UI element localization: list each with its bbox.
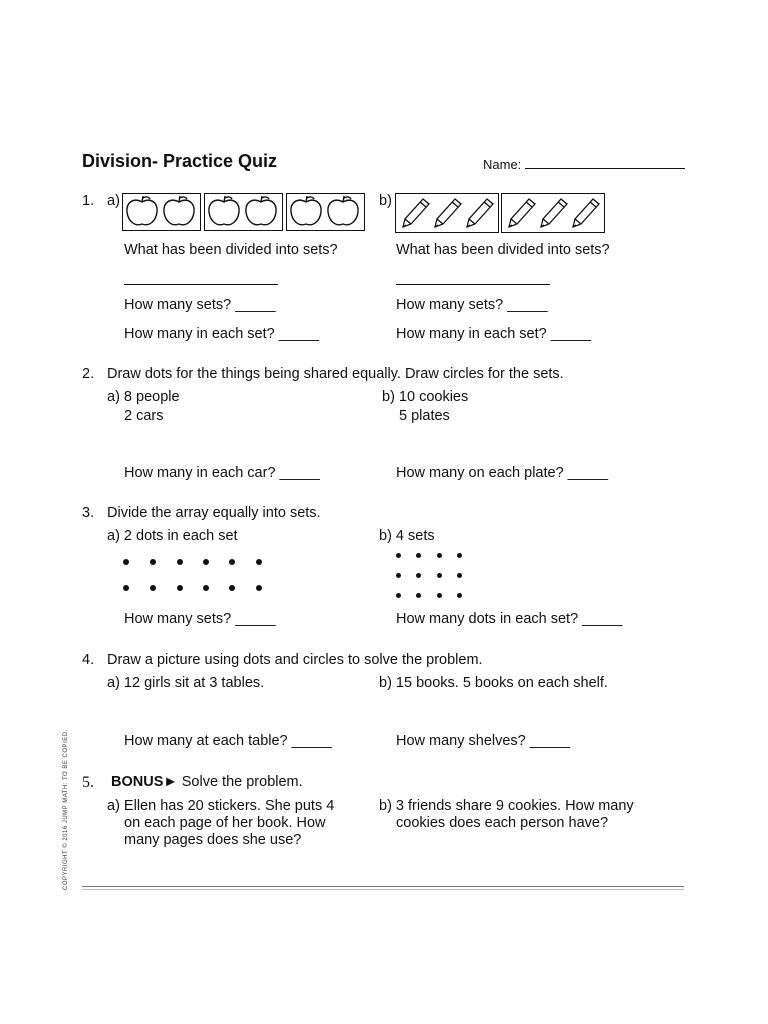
q3a-line: a) 2 dots in each set [107, 528, 238, 544]
q4b-line: b) 15 books. 5 books on each shelf. [379, 675, 608, 691]
q1-number: 1. [82, 193, 95, 209]
q3b-ask: How many dots in each set? _____ [396, 611, 623, 627]
array-dot [150, 559, 156, 565]
name-label: Name: [483, 157, 522, 172]
pencil-icon [509, 199, 535, 227]
array-dot [229, 585, 235, 591]
footer-divider [82, 886, 684, 887]
array-dot [396, 553, 401, 558]
q2a-line2: 2 cars [124, 408, 164, 424]
q1a-sets-prompt: How many sets? _____ [124, 297, 276, 313]
q1a-each-prompt: How many in each set? _____ [124, 326, 320, 342]
array-dot [203, 559, 209, 565]
name-line [525, 156, 685, 169]
page-title: Division- Practice Quiz [82, 151, 278, 171]
footer-divider-shadow [82, 889, 684, 890]
name-field[interactable] [483, 156, 685, 172]
apple-set-box [286, 193, 365, 231]
q4-number: 4. [82, 652, 95, 668]
q3a-ask: How many sets? _____ [124, 611, 276, 627]
apple-icon [291, 196, 321, 225]
apple-set-box [204, 193, 283, 231]
array-dot [123, 559, 129, 565]
array-dot [416, 573, 421, 578]
q5-text: Solve the problem. [181, 774, 303, 790]
q1b-label: b) [379, 193, 392, 209]
array-dot [437, 573, 442, 578]
q2a-line1: a) 8 people [107, 389, 180, 405]
apple-icon [127, 196, 157, 225]
q2b-ask: How many on each plate? _____ [396, 465, 609, 481]
pencil-icon [541, 199, 567, 227]
array-dot [123, 585, 129, 591]
q5a-line1: a) Ellen has 20 stickers. She puts 4 [107, 798, 335, 814]
array-dot [177, 585, 183, 591]
array-dot [457, 573, 462, 578]
array-dot [229, 559, 235, 565]
q1a-label: a) [107, 193, 120, 209]
pencil-icon [467, 199, 493, 227]
q3b-line: b) 4 sets [379, 528, 435, 544]
q5b-line1: b) 3 friends share 9 cookies. How many [379, 798, 634, 814]
array-dot [150, 585, 156, 591]
q2-number: 2. [82, 366, 95, 382]
apple-icon [209, 196, 239, 225]
q1a-question: What has been divided into sets? [124, 242, 338, 258]
q4b-ask: How many shelves? _____ [396, 733, 571, 749]
array-dot [457, 593, 462, 598]
array-dot [256, 559, 262, 565]
array-dot [457, 553, 462, 558]
q4a-ask: How many at each table? _____ [124, 733, 332, 749]
apple-icon [328, 196, 358, 225]
apple-icon [164, 196, 194, 225]
q5b-line2: cookies does each person have? [396, 815, 609, 831]
q1a-answer-line[interactable] [124, 272, 278, 285]
q1b-sets-prompt: How many sets? _____ [396, 297, 548, 313]
q5-heading [111, 774, 303, 790]
q5-number: 5. [82, 774, 94, 791]
array-dot [416, 553, 421, 558]
q2b-line2: 5 plates [399, 408, 450, 424]
q2-text: Draw dots for the things being shared equally. Draw circles for the sets. [107, 366, 564, 382]
pencil-icon [435, 199, 461, 227]
array-dot [437, 593, 442, 598]
q5a-line3: many pages does she use? [124, 832, 302, 848]
apple-set-box [122, 193, 201, 231]
q4-text: Draw a picture using dots and circles to solve the problem. [107, 652, 483, 668]
array-dot [437, 553, 442, 558]
bonus-label: BONUS► [111, 774, 178, 790]
q2b-line1: b) 10 cookies [382, 389, 469, 405]
q3-number: 3. [82, 505, 95, 521]
array-dot [177, 559, 183, 565]
pencil-icon [403, 199, 429, 227]
array-dot [396, 573, 401, 578]
q5a-line2: on each page of her book. How [124, 815, 326, 831]
array-dot [396, 593, 401, 598]
copyright-notice: COPYRIGHT © 2016 JUMP MATH: TO BE COPIED. [63, 729, 69, 890]
q2a-ask: How many in each car? _____ [124, 465, 320, 481]
apple-icon [246, 196, 276, 225]
pencil-icon [573, 199, 599, 227]
q1b-question: What has been divided into sets? [396, 242, 610, 258]
array-dot [416, 593, 421, 598]
q1b-each-prompt: How many in each set? _____ [396, 326, 592, 342]
q4a-line: a) 12 girls sit at 3 tables. [107, 675, 265, 691]
array-dot [203, 585, 209, 591]
pencil-set-box [395, 193, 499, 233]
array-dot [256, 585, 262, 591]
q1b-answer-line[interactable] [396, 272, 550, 285]
pencil-set-box [501, 193, 605, 233]
q3-text: Divide the array equally into sets. [107, 505, 321, 521]
